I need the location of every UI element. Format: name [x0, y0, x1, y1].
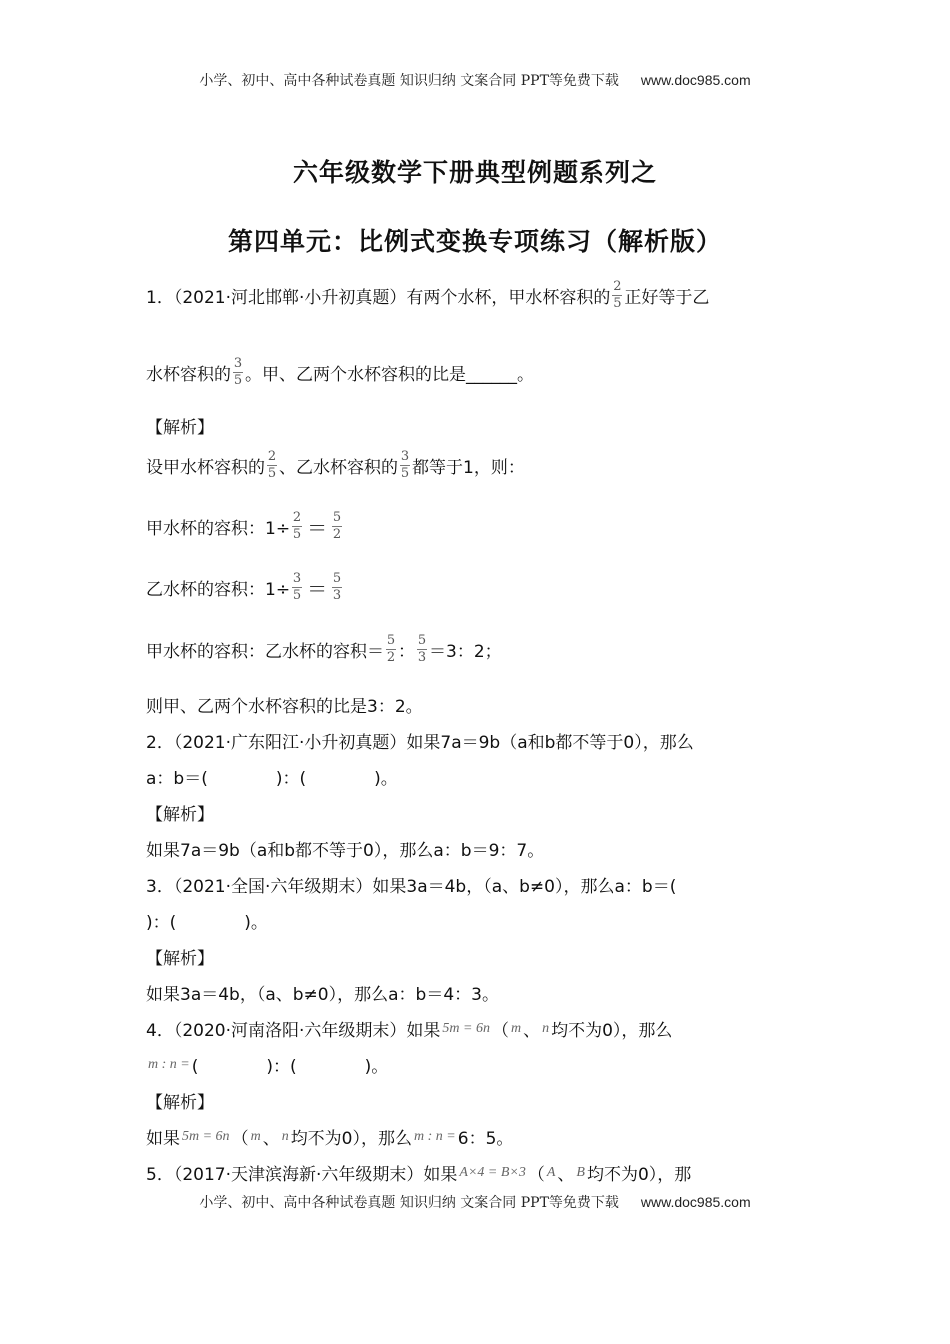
q1-solution-3: 乙水杯的容积：1÷ $\frac{3}{5}$ ＝ $\frac{5}{3}$ — [146, 571, 342, 603]
q1-solution-1: 设甲水杯容积的 $\frac{2}{5}$ 、乙水杯容积的 $\frac{3}{5}$ 都等于1，则： — [146, 449, 525, 481]
math-variable: A — [546, 1164, 556, 1180]
q4-answer: 如果 5m = 6n （ m 、 n 均不为0），那么 m : n = 6：5。 — [146, 1128, 514, 1149]
analysis-label: 【解析】 — [146, 949, 214, 969]
math-expression: m : n = — [414, 1128, 456, 1144]
fraction: $\frac{5}{3}$ — [332, 571, 342, 603]
title-line-2: 第四单元：比例式变换专项练习（解析版） — [227, 227, 722, 256]
q4-line-2: m : n = ( )：( )。 — [148, 1056, 389, 1077]
math-variable: m — [250, 1128, 261, 1144]
analysis-label: 【解析】 — [146, 805, 214, 825]
math-variable: m — [510, 1020, 522, 1036]
math-variable: n — [281, 1128, 289, 1144]
fraction: $\frac{3}{5}$ — [400, 449, 410, 481]
footer-url[interactable]: www.doc985.com — [640, 1194, 751, 1210]
q1-solution-4: 甲水杯的容积：乙水杯的容积＝ $\frac{5}{2}$ ： $\frac{5}{3}$ ＝3：2； — [146, 633, 502, 665]
math-expression: 5m = 6n — [182, 1128, 230, 1144]
q1-text-d: 。甲、乙两个水杯容积的比是______。 — [245, 365, 534, 385]
analysis-label: 【解析】 — [146, 1093, 214, 1113]
q1-line-2 — [146, 357, 534, 388]
q1-solution-5: 则甲、乙两个水杯容积的比是3：2。 — [146, 697, 423, 717]
fraction: $\frac{2}{5}$ — [613, 279, 622, 311]
fraction: $\frac{5}{3}$ — [417, 633, 427, 665]
q1-text-c: 水杯容积的 — [146, 365, 231, 385]
fraction: $\frac{2}{5}$ — [292, 510, 302, 542]
fraction: $\frac{3}{5}$ — [292, 571, 302, 603]
page-footer — [0, 1192, 950, 1212]
q1-solution-2: 甲水杯的容积：1÷ $\frac{2}{5}$ ＝ $\frac{5}{2}$ — [146, 510, 342, 542]
title-line-1: 六年级数学下册典型例题系列之 — [292, 158, 657, 187]
fraction: $\frac{5}{2}$ — [332, 510, 342, 542]
q3-answer: 如果3a＝4b，（a、b≠0），那么a：b＝4：3。 — [146, 985, 499, 1005]
fraction: $\frac{2}{5}$ — [267, 449, 277, 481]
math-expression: 5m = 6n — [442, 1020, 490, 1036]
math-variable: n — [542, 1020, 550, 1036]
q3-line-1: 3．（2021·全国·六年级期末）如果3a＝4b，（a、b≠0），那么a：b＝( — [146, 877, 677, 897]
q2-line-2: a：b＝( )：( )。 — [146, 769, 398, 789]
math-expression: A×4 = B×3 — [459, 1164, 526, 1180]
q1-line-1 — [146, 280, 709, 311]
header-url[interactable]: www.doc985.com — [640, 72, 751, 88]
fraction: $\frac{5}{2}$ — [386, 633, 396, 665]
page-header — [0, 70, 950, 90]
analysis-label: 【解析】 — [146, 418, 214, 438]
q1-text-a: 1．（2021·河北邯郸·小升初真题）有两个水杯，甲水杯容积的 — [146, 288, 611, 308]
q5-line-1: 5．（2017·天津滨海新·六年级期末）如果 A×4 = B×3 （ A 、 B 均不为0），那 — [146, 1164, 692, 1185]
q4-line-1: 4．（2020·河南洛阳·六年级期末）如果 5m = 6n （ m 、 n 均不为0），那么 — [146, 1020, 673, 1041]
q3-line-2: )：( )。 — [146, 913, 268, 933]
math-variable: B — [576, 1164, 585, 1180]
q1-text-b: 正好等于乙 — [624, 288, 710, 308]
q2-answer: 如果7a＝9b（a和b都不等于0），那么a：b＝9：7。 — [146, 841, 545, 861]
header-text: 小学、初中、高中各种试卷真题 知识归纳 文案合同 PPT等免费下载 — [199, 73, 619, 89]
footer-text: 小学、初中、高中各种试卷真题 知识归纳 文案合同 PPT等免费下载 — [199, 1195, 619, 1211]
q2-line-1: 2．（2021·广东阳江·小升初真题）如果7a＝9b（a和b都不等于0），那么 — [146, 733, 694, 753]
math-expression: m : n = — [148, 1056, 190, 1072]
fraction: $\frac{3}{5}$ — [233, 356, 243, 388]
